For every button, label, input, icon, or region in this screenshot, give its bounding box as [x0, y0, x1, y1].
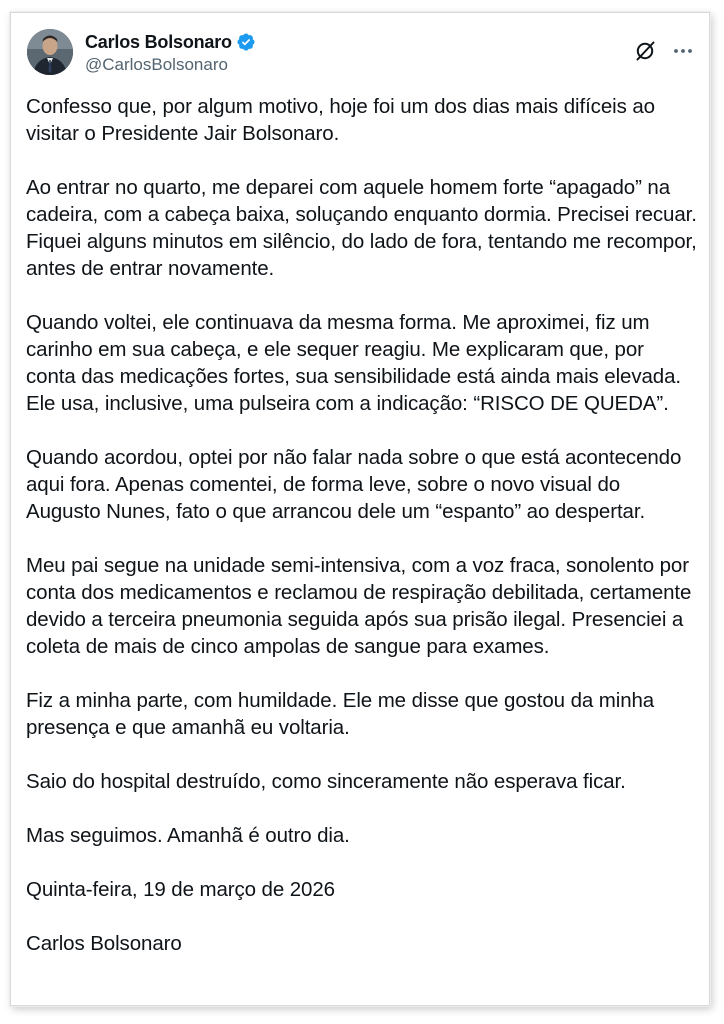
tweet-card	[10, 12, 710, 1006]
tweet-paragraph: Fiz a minha parte, com humildade. Ele me disse que gostou da minha presença e que amanhã eu voltaria.	[26, 689, 655, 739]
tweet-paragraph: Mas seguimos. Amanhã é outro dia.	[26, 824, 350, 847]
tweet-paragraph: Confesso que, por algum motivo, hoje foi um dos dias mais difíceis ao visitar o Presidente Jair Bolsonaro.	[26, 95, 655, 145]
tweet-paragraph: Quando voltei, ele continuava da mesma forma. Me aproximei, fiz um carinho em sua cabeça, e ele sequer reagiu. Me explicaram que, por conta das medicações fortes, sua sensibilidade está ainda mais elevada. Ele usa, inclusive, uma pulseira com a indicação: “RISCO DE QUEDA”.	[26, 311, 681, 415]
grok-icon[interactable]	[633, 39, 657, 63]
author-display-name[interactable]: Carlos Bolsonaro	[85, 31, 232, 52]
tweet-header	[25, 27, 695, 79]
tweet-paragraph: Carlos Bolsonaro	[26, 932, 182, 955]
name-row	[85, 31, 256, 53]
more-icon[interactable]	[671, 39, 695, 63]
verified-badge-icon	[236, 32, 256, 52]
tweet-paragraph: Saio do hospital destruído, como sinceramente não esperava ficar.	[26, 770, 626, 793]
author-handle[interactable]: @CarlosBolsonaro	[85, 55, 228, 74]
tweet-paragraph: Quando acordou, optei por não falar nada sobre o que está acontecendo aqui fora. Apenas comentei, de forma leve, sobre o novo visual do Augusto Nunes, fato o que arrancou dele um “espanto” ao despertar.	[26, 446, 682, 523]
tweet-text	[26, 93, 698, 984]
tweet-paragraph: Ao entrar no quarto, me deparei com aquele homem forte “apagado” na cadeira, com a cabeça baixa, soluçando enquanto dormia. Precisei recuar. Fiquei alguns minutos em silêncio, do lado de fora, tentando me recompor, antes de entrar novamente.	[26, 176, 697, 280]
author-identity	[85, 31, 256, 75]
tweet-actions	[633, 39, 695, 63]
avatar[interactable]	[27, 29, 73, 75]
tweet-paragraph: Meu pai segue na unidade semi-intensiva, com a voz fraca, sonolento por conta dos medicamentos e reclamou de respiração debilitada, certamente devido a terceira pneumonia seguida após sua prisão ilegal. Presenciei a coleta de mais de cinco ampolas de sangue para exames.	[26, 554, 692, 658]
tweet-paragraph: Quinta-feira, 19 de março de 2026	[26, 878, 335, 901]
